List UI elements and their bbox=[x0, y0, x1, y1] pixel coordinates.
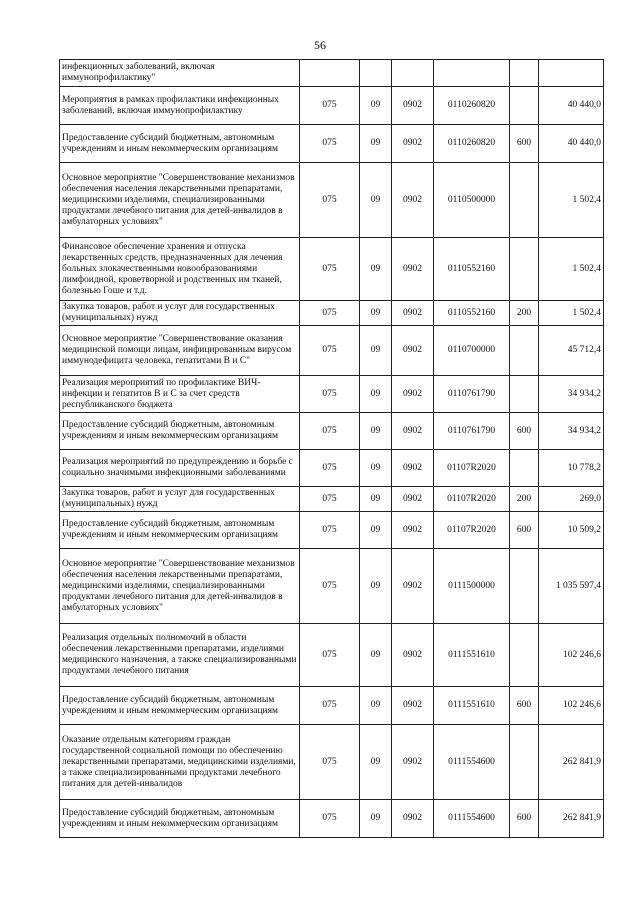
amount-cell: 102 246,6 bbox=[539, 624, 604, 687]
target-article-cell: 0110761790 bbox=[434, 376, 510, 413]
expense-type-cell: 600 bbox=[510, 125, 539, 163]
row-name-cell: Предоставление субсидий бюджетным, автономным учреждениям и иным некоммерческим организациям bbox=[60, 800, 300, 838]
grbs-code-cell: 075 bbox=[300, 163, 360, 238]
row-name-cell: Реализация мероприятий по предупреждению и борьбе с социально значимыми инфекционными заболеваниями bbox=[60, 450, 300, 487]
target-article-cell: 0110700000 bbox=[434, 326, 510, 376]
section-code-cell: 09 bbox=[360, 413, 392, 450]
expense-type-cell bbox=[510, 549, 539, 624]
table-row bbox=[60, 687, 604, 725]
amount-cell: 34 934,2 bbox=[539, 413, 604, 450]
grbs-code-cell: 075 bbox=[300, 800, 360, 838]
amount-cell: 1 502,4 bbox=[539, 163, 604, 238]
table-row bbox=[60, 549, 604, 624]
target-article-cell bbox=[434, 60, 510, 87]
section-code-cell bbox=[360, 60, 392, 87]
subsection-code-cell: 0902 bbox=[392, 87, 434, 125]
section-code-cell: 09 bbox=[360, 549, 392, 624]
grbs-code-cell: 075 bbox=[300, 125, 360, 163]
table-row bbox=[60, 326, 604, 376]
grbs-code-cell: 075 bbox=[300, 376, 360, 413]
row-name-cell: Мероприятия в рамках профилактики инфекционных заболеваний, включая иммунопрофилактику bbox=[60, 87, 300, 125]
expense-type-cell bbox=[510, 238, 539, 301]
subsection-code-cell: 0902 bbox=[392, 725, 434, 800]
table-row bbox=[60, 376, 604, 413]
row-name-cell: Основное мероприятие "Совершенствование механизмов обеспечения населения лекарственными препаратами, медицинскими изделиями, специализированными продуктами лечебного питания для детей-инвалидов в амбулаторных условиях" bbox=[60, 163, 300, 238]
table-row bbox=[60, 725, 604, 800]
expense-type-cell: 200 bbox=[510, 487, 539, 512]
table-row bbox=[60, 800, 604, 838]
section-code-cell: 09 bbox=[360, 800, 392, 838]
target-article-cell: 0110260820 bbox=[434, 125, 510, 163]
target-article-cell: 0110761790 bbox=[434, 413, 510, 450]
table-row bbox=[60, 163, 604, 238]
row-name-cell: Предоставление субсидий бюджетным, автономным учреждениям и иным некоммерческим организациям bbox=[60, 413, 300, 450]
row-name-cell: Реализация мероприятий по профилактике ВИЧ-инфекции и гепатитов B и C за счет средств республиканского бюджета bbox=[60, 376, 300, 413]
target-article-cell: 0111551610 bbox=[434, 624, 510, 687]
row-name-cell: Основное мероприятие "Совершенствование оказания медицинской помощи лицам, инфицированным вирусом иммунодефицита человека, гепатитами B и C" bbox=[60, 326, 300, 376]
subsection-code-cell: 0902 bbox=[392, 326, 434, 376]
row-name-cell: Закупка товаров, работ и услуг для государственных (муниципальных) нужд bbox=[60, 301, 300, 326]
table-row bbox=[60, 87, 604, 125]
grbs-code-cell: 075 bbox=[300, 512, 360, 549]
subsection-code-cell: 0902 bbox=[392, 238, 434, 301]
table-row bbox=[60, 413, 604, 450]
budget-table bbox=[59, 59, 604, 838]
table-row bbox=[60, 301, 604, 326]
table-row bbox=[60, 125, 604, 163]
row-name-cell: Закупка товаров, работ и услуг для государственных (муниципальных) нужд bbox=[60, 487, 300, 512]
expense-type-cell bbox=[510, 326, 539, 376]
expense-type-cell: 600 bbox=[510, 512, 539, 549]
amount-cell: 102 246,6 bbox=[539, 687, 604, 725]
amount-cell: 34 934,2 bbox=[539, 376, 604, 413]
amount-cell: 262 841,9 bbox=[539, 800, 604, 838]
expense-type-cell bbox=[510, 624, 539, 687]
section-code-cell: 09 bbox=[360, 326, 392, 376]
grbs-code-cell: 075 bbox=[300, 238, 360, 301]
amount-cell: 1 502,4 bbox=[539, 301, 604, 326]
section-code-cell: 09 bbox=[360, 301, 392, 326]
target-article-cell: 01107R2020 bbox=[434, 512, 510, 549]
table-row bbox=[60, 487, 604, 512]
grbs-code-cell: 075 bbox=[300, 687, 360, 725]
target-article-cell: 0111554600 bbox=[434, 725, 510, 800]
table-row bbox=[60, 60, 604, 87]
subsection-code-cell: 0902 bbox=[392, 376, 434, 413]
expense-type-cell bbox=[510, 725, 539, 800]
expense-type-cell bbox=[510, 450, 539, 487]
page-number: 56 bbox=[314, 38, 326, 52]
expense-type-cell: 600 bbox=[510, 687, 539, 725]
section-code-cell: 09 bbox=[360, 87, 392, 125]
target-article-cell: 0110500000 bbox=[434, 163, 510, 238]
amount-cell: 10 778,2 bbox=[539, 450, 604, 487]
grbs-code-cell: 075 bbox=[300, 549, 360, 624]
amount-cell: 1 502,4 bbox=[539, 238, 604, 301]
subsection-code-cell: 0902 bbox=[392, 512, 434, 549]
table-row bbox=[60, 512, 604, 549]
grbs-code-cell: 075 bbox=[300, 624, 360, 687]
grbs-code-cell: 075 bbox=[300, 413, 360, 450]
expense-type-cell: 200 bbox=[510, 301, 539, 326]
subsection-code-cell: 0902 bbox=[392, 125, 434, 163]
amount-cell: 40 440,0 bbox=[539, 125, 604, 163]
expense-type-cell bbox=[510, 376, 539, 413]
section-code-cell: 09 bbox=[360, 487, 392, 512]
row-name-cell: Основное мероприятие "Совершенствование механизмов обеспечения населения лекарственными препаратами, медицинскими изделиями, специализированными продуктами лечебного питания для детей-инвалидов в амбулаторных условиях" bbox=[60, 549, 300, 624]
subsection-code-cell: 0902 bbox=[392, 301, 434, 326]
subsection-code-cell: 0902 bbox=[392, 624, 434, 687]
grbs-code-cell: 075 bbox=[300, 326, 360, 376]
row-name-cell: Финансовое обеспечение хранения и отпуска лекарственных средств, предназначенных для лечения больных злокачественными новообразованиями лимфоидной, кроветворной и родственных им тканей, болезнью Гоше и т.д. bbox=[60, 238, 300, 301]
subsection-code-cell: 0902 bbox=[392, 549, 434, 624]
amount-cell: 45 712,4 bbox=[539, 326, 604, 376]
amount-cell: 269,0 bbox=[539, 487, 604, 512]
subsection-code-cell: 0902 bbox=[392, 800, 434, 838]
expense-type-cell bbox=[510, 60, 539, 87]
amount-cell: 262 841,9 bbox=[539, 725, 604, 800]
row-name-cell: Оказание отдельным категориям граждан государственной социальной помощи по обеспечению лекарственными препаратами, медицинскими изделиями, а также специализированными продуктами лечебного питания для детей-инвалидов bbox=[60, 725, 300, 800]
subsection-code-cell: 0902 bbox=[392, 687, 434, 725]
row-name-cell: инфекционных заболеваний, включая иммунопрофилактику" bbox=[60, 60, 300, 87]
target-article-cell: 01107R2020 bbox=[434, 450, 510, 487]
amount-cell: 1 035 597,4 bbox=[539, 549, 604, 624]
target-article-cell: 0111554600 bbox=[434, 800, 510, 838]
section-code-cell: 09 bbox=[360, 238, 392, 301]
section-code-cell: 09 bbox=[360, 687, 392, 725]
target-article-cell: 0111500000 bbox=[434, 549, 510, 624]
amount-cell: 40 440,0 bbox=[539, 87, 604, 125]
section-code-cell: 09 bbox=[360, 624, 392, 687]
expense-type-cell bbox=[510, 87, 539, 125]
grbs-code-cell bbox=[300, 60, 360, 87]
section-code-cell: 09 bbox=[360, 450, 392, 487]
table-row bbox=[60, 624, 604, 687]
row-name-cell: Реализация отдельных полномочий в области обеспечения лекарственными препаратами, изделиями медицинского назначения, а также специализированными продуктами лечебного питания bbox=[60, 624, 300, 687]
amount-cell bbox=[539, 60, 604, 87]
section-code-cell: 09 bbox=[360, 512, 392, 549]
row-name-cell: Предоставление субсидий бюджетным, автономным учреждениям и иным некоммерческим организациям bbox=[60, 687, 300, 725]
section-code-cell: 09 bbox=[360, 376, 392, 413]
subsection-code-cell bbox=[392, 60, 434, 87]
subsection-code-cell: 0902 bbox=[392, 413, 434, 450]
target-article-cell: 0111551610 bbox=[434, 687, 510, 725]
grbs-code-cell: 075 bbox=[300, 725, 360, 800]
amount-cell: 10 509,2 bbox=[539, 512, 604, 549]
subsection-code-cell: 0902 bbox=[392, 487, 434, 512]
grbs-code-cell: 075 bbox=[300, 301, 360, 326]
section-code-cell: 09 bbox=[360, 725, 392, 800]
row-name-cell: Предоставление субсидий бюджетным, автономным учреждениям и иным некоммерческим организациям bbox=[60, 125, 300, 163]
grbs-code-cell: 075 bbox=[300, 450, 360, 487]
expense-type-cell bbox=[510, 163, 539, 238]
target-article-cell: 0110260820 bbox=[434, 87, 510, 125]
expense-type-cell: 600 bbox=[510, 413, 539, 450]
section-code-cell: 09 bbox=[360, 125, 392, 163]
row-name-cell: Предоставление субсидий бюджетным, автономным учреждениям и иным некоммерческим организациям bbox=[60, 512, 300, 549]
target-article-cell: 0110552160 bbox=[434, 238, 510, 301]
table-row bbox=[60, 238, 604, 301]
table-row bbox=[60, 450, 604, 487]
expense-type-cell: 600 bbox=[510, 800, 539, 838]
subsection-code-cell: 0902 bbox=[392, 163, 434, 238]
grbs-code-cell: 075 bbox=[300, 87, 360, 125]
target-article-cell: 0110552160 bbox=[434, 301, 510, 326]
section-code-cell: 09 bbox=[360, 163, 392, 238]
subsection-code-cell: 0902 bbox=[392, 450, 434, 487]
grbs-code-cell: 075 bbox=[300, 487, 360, 512]
target-article-cell: 01107R2020 bbox=[434, 487, 510, 512]
